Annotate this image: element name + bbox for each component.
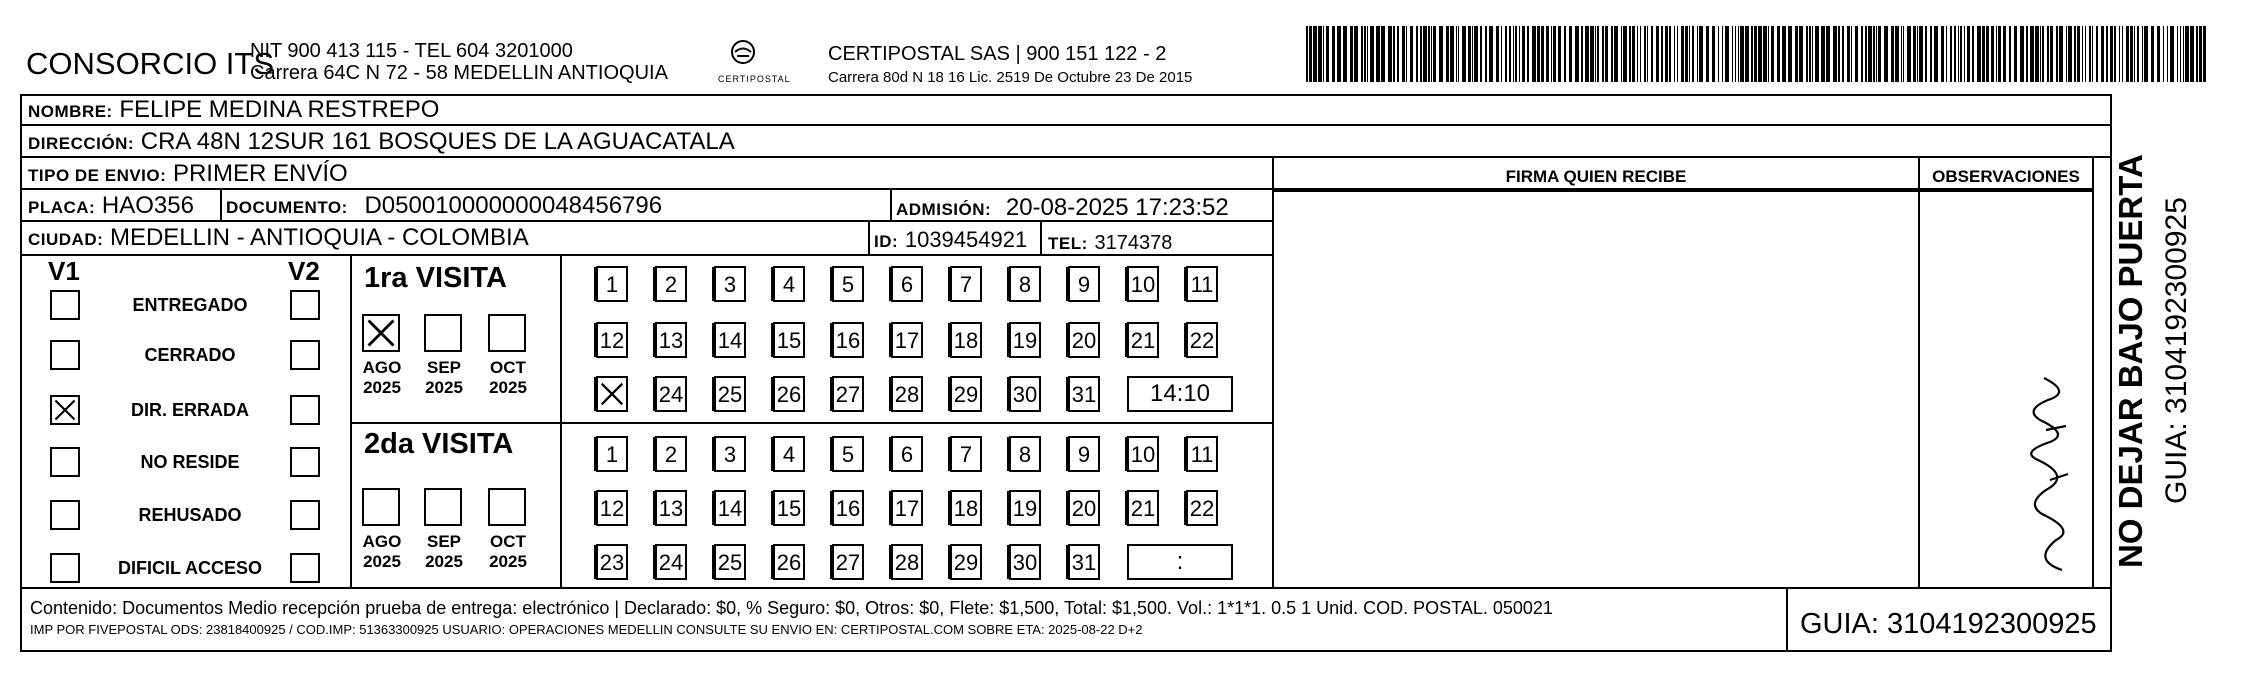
side-guia: GUIA: 3104192300925 bbox=[2160, 197, 2193, 504]
month-year: 2025 bbox=[425, 378, 463, 397]
day-box[interactable]: 8 bbox=[1009, 266, 1041, 302]
plate-row bbox=[28, 192, 194, 220]
day-box[interactable]: 10 bbox=[1127, 266, 1159, 302]
v1-checkbox[interactable] bbox=[50, 500, 80, 530]
logo-text: CERTIPOSTAL bbox=[718, 74, 791, 84]
address-row bbox=[28, 128, 735, 156]
day-box[interactable]: 22 bbox=[1186, 490, 1218, 526]
plate-value: HAO356 bbox=[101, 192, 194, 219]
certipostal-license: Carrera 80d N 18 16 Lic. 2519 De Octubre 23 De 2015 bbox=[828, 69, 1193, 86]
contents-line: Contenido: Documentos Medio recepción prueba de entrega: electrónico | Declarado: $0, % Seguro: $0, Otros: $0, Flete: $1,500, Total: $1,500. Vol.: 1*1*1. 0.5 1 Unid. COD. POSTAL. 050021 bbox=[30, 598, 1553, 618]
admission-label: ADMISIÓN: bbox=[896, 200, 992, 219]
reason-label: CERRADO bbox=[144, 345, 236, 365]
day-box[interactable]: 31 bbox=[1068, 544, 1100, 580]
city-row bbox=[28, 224, 529, 252]
tel-row bbox=[1048, 228, 1172, 256]
month-label bbox=[416, 532, 472, 572]
day-box[interactable]: 14 bbox=[714, 322, 746, 358]
month-year: 2025 bbox=[489, 378, 527, 397]
day-box[interactable]: 6 bbox=[891, 436, 923, 472]
plate-label: PLACA: bbox=[28, 198, 96, 217]
v1-checkbox[interactable] bbox=[50, 447, 80, 477]
day-box[interactable]: 2 bbox=[655, 436, 687, 472]
month-label bbox=[416, 358, 472, 398]
day-box[interactable]: 16 bbox=[832, 322, 864, 358]
v2-header: V2 bbox=[288, 256, 320, 286]
admission-value: 20-08-2025 17:23:52 bbox=[1005, 194, 1229, 221]
month-checkbox[interactable] bbox=[424, 314, 462, 352]
month-label bbox=[354, 532, 410, 572]
type-label: TIPO DE ENVIO: bbox=[28, 166, 167, 185]
v2-checkbox[interactable] bbox=[290, 500, 320, 530]
month-year: 2025 bbox=[363, 378, 401, 397]
month-label bbox=[480, 358, 536, 398]
reason-label: NO RESIDE bbox=[140, 452, 240, 472]
month-checkbox[interactable] bbox=[424, 488, 462, 526]
day-box[interactable]: 17 bbox=[891, 490, 923, 526]
day-box[interactable]: 22 bbox=[1186, 322, 1218, 358]
v2-checkbox[interactable] bbox=[290, 340, 320, 370]
address-label: DIRECCIÓN: bbox=[28, 134, 135, 153]
visit1-title: 1ra VISITA bbox=[364, 262, 507, 294]
day-box[interactable]: 31 bbox=[1068, 376, 1100, 412]
guia-number: GUIA: 3104192300925 bbox=[1800, 608, 2097, 640]
time-box[interactable]: : bbox=[1127, 544, 1233, 580]
day-box[interactable]: 13 bbox=[655, 490, 687, 526]
day-box[interactable]: 6 bbox=[891, 266, 923, 302]
admission-row bbox=[896, 194, 1229, 222]
day-box[interactable]: 13 bbox=[655, 322, 687, 358]
month-name: OCT bbox=[490, 532, 526, 551]
day-box[interactable]: 25 bbox=[714, 376, 746, 412]
v2-checkbox[interactable] bbox=[290, 290, 320, 320]
day-box[interactable]: 28 bbox=[891, 544, 923, 580]
id-label: ID: bbox=[874, 232, 899, 251]
recipient-name-row bbox=[28, 96, 439, 124]
month-name: OCT bbox=[490, 358, 526, 377]
reason-label: REHUSADO bbox=[138, 505, 242, 525]
v1-header: V1 bbox=[48, 256, 80, 286]
month-label bbox=[480, 532, 536, 572]
day-box[interactable]: 30 bbox=[1009, 544, 1041, 580]
city-value: MEDELLIN - ANTIOQUIA - COLOMBIA bbox=[109, 224, 529, 251]
observations-header: OBSERVACIONES bbox=[1932, 167, 2080, 186]
day-box[interactable]: 1 bbox=[596, 266, 628, 302]
shipment-type: PRIMER ENVÍO bbox=[172, 160, 348, 187]
day-box[interactable]: 7 bbox=[950, 266, 982, 302]
day-box[interactable]: 17 bbox=[891, 322, 923, 358]
day-box[interactable]: 12 bbox=[596, 490, 628, 526]
day-box[interactable]: 2 bbox=[655, 266, 687, 302]
month-year: 2025 bbox=[489, 552, 527, 571]
signature-header: FIRMA QUIEN RECIBE bbox=[1505, 167, 1687, 186]
v2-checkbox[interactable] bbox=[290, 447, 320, 477]
month-year: 2025 bbox=[363, 552, 401, 571]
type-row bbox=[28, 160, 348, 188]
day-box[interactable]: 15 bbox=[773, 322, 805, 358]
day-box[interactable]: 20 bbox=[1068, 322, 1100, 358]
day-box[interactable]: 7 bbox=[950, 436, 982, 472]
nit-line: NIT 900 413 115 - TEL 604 3201000 bbox=[250, 40, 573, 62]
day-box[interactable]: 4 bbox=[773, 266, 805, 302]
day-box[interactable]: 18 bbox=[950, 490, 982, 526]
day-box[interactable]: 25 bbox=[714, 544, 746, 580]
month-checkbox[interactable] bbox=[488, 314, 526, 352]
recipient-name: FELIPE MEDINA RESTREPO bbox=[119, 96, 440, 123]
id-value: 1039454921 bbox=[904, 227, 1028, 252]
tel-value: 3174378 bbox=[1094, 232, 1173, 254]
barcode bbox=[1306, 26, 2206, 82]
month-checkbox[interactable] bbox=[488, 488, 526, 526]
check-mark-icon bbox=[598, 378, 626, 410]
day-box[interactable]: 3 bbox=[714, 266, 746, 302]
company-address: Carrera 64C N 72 - 58 MEDELLIN ANTIOQUIA bbox=[250, 62, 668, 84]
day-box[interactable]: 24 bbox=[655, 544, 687, 580]
day-box[interactable]: 30 bbox=[1009, 376, 1041, 412]
day-box[interactable]: 20 bbox=[1068, 490, 1100, 526]
day-box[interactable]: 4 bbox=[773, 436, 805, 472]
day-box[interactable]: 3 bbox=[714, 436, 746, 472]
company-name: CONSORCIO ITS bbox=[26, 46, 275, 81]
tel-label: TEL: bbox=[1048, 234, 1088, 253]
day-box[interactable]: 10 bbox=[1127, 436, 1159, 472]
reason-label: ENTREGADO bbox=[132, 295, 248, 315]
month-name: AGO bbox=[362, 358, 402, 377]
v1-checkbox[interactable] bbox=[50, 340, 80, 370]
v1-checkbox[interactable] bbox=[50, 553, 80, 583]
reason-label: DIFICIL ACCESO bbox=[117, 558, 262, 578]
day-box[interactable]: 27 bbox=[832, 544, 864, 580]
day-box[interactable]: 14 bbox=[714, 490, 746, 526]
day-box[interactable]: 12 bbox=[596, 322, 628, 358]
day-box[interactable]: 19 bbox=[1009, 322, 1041, 358]
visit2-title: 2da VISITA bbox=[364, 428, 514, 460]
city-label: CIUDAD: bbox=[28, 230, 104, 249]
day-box[interactable]: 11 bbox=[1186, 436, 1218, 472]
name-label: NOMBRE: bbox=[28, 102, 113, 121]
day-box[interactable]: 23 bbox=[596, 544, 628, 580]
day-box[interactable]: 29 bbox=[950, 544, 982, 580]
id-row bbox=[874, 226, 1027, 254]
month-checkbox[interactable] bbox=[362, 314, 400, 352]
document-value: D050010000000048456796 bbox=[364, 192, 663, 219]
day-box[interactable]: 26 bbox=[773, 544, 805, 580]
print-info-line: IMP POR FIVEPOSTAL ODS: 23818400925 / COD.IMP: 51363300925 USUARIO: OPERACIONES MEDELLIN CONSULTE SU ENVIO EN: CERTIPOSTAL.COM SOBRE ETA: 2025-08-22 D+2 bbox=[30, 622, 1143, 637]
document-label: DOCUMENTO: bbox=[226, 198, 348, 217]
day-box[interactable]: 29 bbox=[950, 376, 982, 412]
month-label bbox=[354, 358, 410, 398]
reason-label: DIR. ERRADA bbox=[130, 400, 249, 420]
day-box[interactable]: 21 bbox=[1127, 490, 1159, 526]
handwritten-signature bbox=[2010, 330, 2090, 580]
day-box[interactable]: 26 bbox=[773, 376, 805, 412]
day-box[interactable]: 21 bbox=[1127, 322, 1159, 358]
day-box[interactable]: 9 bbox=[1068, 266, 1100, 302]
day-box[interactable]: 19 bbox=[1009, 490, 1041, 526]
day-box[interactable]: 18 bbox=[950, 322, 982, 358]
v2-checkbox[interactable] bbox=[290, 553, 320, 583]
day-box[interactable]: 16 bbox=[832, 490, 864, 526]
day-box[interactable]: 5 bbox=[832, 266, 864, 302]
check-mark-icon bbox=[364, 316, 398, 350]
v1-checkbox[interactable] bbox=[50, 395, 80, 425]
day-box[interactable]: 11 bbox=[1186, 266, 1218, 302]
day-box[interactable]: 8 bbox=[1009, 436, 1041, 472]
company-info bbox=[250, 40, 668, 84]
day-box[interactable]: 28 bbox=[891, 376, 923, 412]
v2-checkbox[interactable] bbox=[290, 395, 320, 425]
day-box[interactable]: 5 bbox=[832, 436, 864, 472]
day-box[interactable]: 15 bbox=[773, 490, 805, 526]
month-name: SEP bbox=[426, 532, 462, 551]
certipostal-line: CERTIPOSTAL SAS | 900 151 122 - 2 bbox=[828, 43, 1167, 65]
v1-checkbox[interactable] bbox=[50, 290, 80, 320]
day-box[interactable]: 9 bbox=[1068, 436, 1100, 472]
certipostal-info bbox=[828, 42, 1192, 90]
recipient-address: CRA 48N 12SUR 161 BOSQUES DE LA AGUACATALA bbox=[140, 128, 735, 155]
time-box[interactable]: 14:10 bbox=[1127, 376, 1233, 412]
month-checkbox[interactable] bbox=[362, 488, 400, 526]
document-row bbox=[226, 192, 662, 220]
day-box[interactable] bbox=[596, 376, 628, 412]
month-year: 2025 bbox=[425, 552, 463, 571]
day-box[interactable]: 24 bbox=[655, 376, 687, 412]
month-name: AGO bbox=[362, 532, 402, 551]
check-mark-icon bbox=[52, 397, 78, 423]
no-leave-under-door: NO DEJAR BAJO PUERTA bbox=[2112, 154, 2149, 568]
day-box[interactable]: 27 bbox=[832, 376, 864, 412]
day-box[interactable]: 1 bbox=[596, 436, 628, 472]
month-name: SEP bbox=[426, 358, 462, 377]
